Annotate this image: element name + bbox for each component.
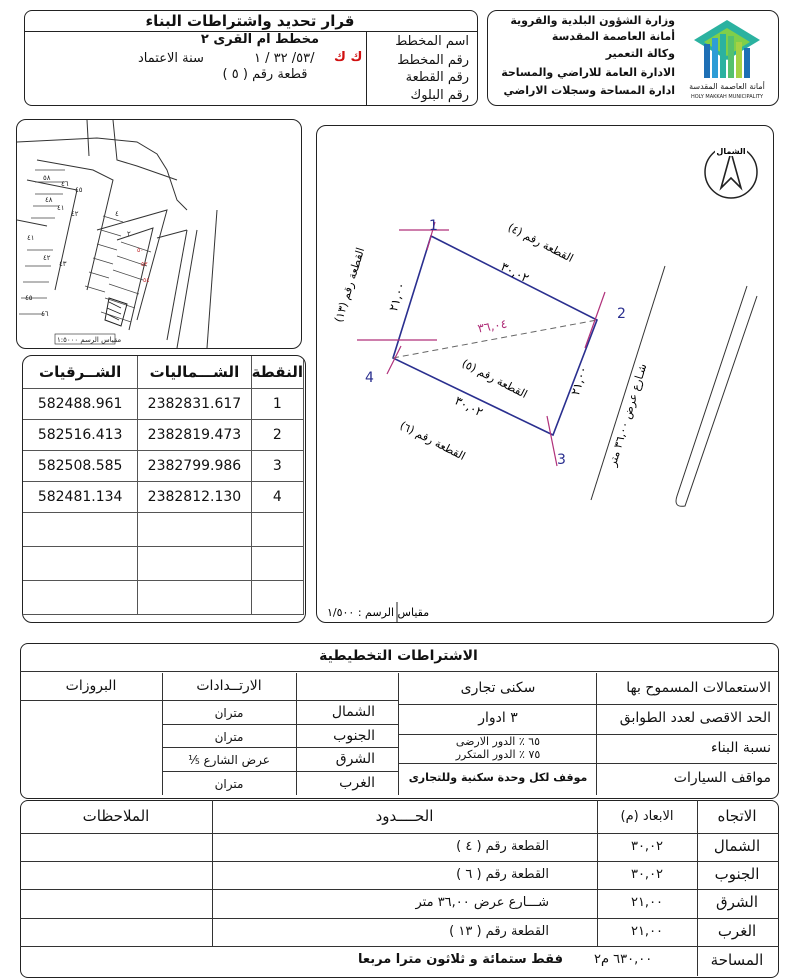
table-row: [23, 420, 304, 451]
col-line: [697, 800, 698, 976]
svg-text:٥٤: ٥٤: [143, 277, 150, 284]
north-value: 2382799.986: [138, 451, 251, 482]
svg-text:٤: ٤: [115, 210, 119, 218]
org-line-3: وكالة التعمير: [605, 47, 675, 60]
parcel-outline: [393, 236, 597, 435]
street-label: شـارع عرض ٣٦,٠٠ متر: [605, 362, 650, 468]
north-value: 2382831.617: [138, 389, 251, 420]
dim-len-north: ٣٠,٠٢: [630, 839, 664, 854]
left-length: ٢١,٠٠: [386, 280, 409, 314]
key-map-box: [16, 119, 302, 349]
block-number-label: رقم البلوك: [410, 88, 469, 103]
row-line: [398, 704, 777, 705]
conditions-title: الاشتراطات التخطيطية: [319, 648, 478, 664]
east-value: 582481.134: [23, 482, 138, 513]
dim-header-direction: الاتجاه: [717, 807, 757, 825]
svg-text:٤٢: ٤٢: [43, 254, 51, 262]
dim-len-east: ٢١,٠٠: [630, 895, 664, 910]
dim-dir-north: الشمال: [713, 837, 761, 855]
dim-header-bounds: الحــــدود: [375, 807, 434, 825]
point-label-3: 3: [557, 452, 566, 468]
row-line: [20, 918, 779, 919]
row-line: [20, 889, 779, 890]
point-label-4: 4: [365, 370, 374, 386]
north-value: 2382819.473: [138, 420, 251, 451]
row-line: [162, 747, 398, 748]
plan-number-label: رقم المخطط: [397, 53, 469, 68]
svg-text:٤٣: ٤٣: [59, 260, 67, 268]
row-line: [20, 861, 779, 862]
plan-number-value: ٥٣/ ٣٢ / ١/: [254, 51, 315, 66]
dim-header-length: الابعاد (م): [620, 809, 674, 824]
dim-bound-south: القطعة رقم ( ٦ ): [456, 867, 549, 882]
coordinates-table-box: [22, 355, 306, 623]
setback-value-north: متران: [214, 706, 244, 720]
page-title: قرار تحديد واشتراطات البناء: [145, 12, 355, 30]
bottom-length: ٣٠,٠٢: [452, 393, 486, 420]
col-line: [596, 673, 597, 795]
east-value: 582516.413: [23, 420, 138, 451]
east-value: 582508.585: [23, 451, 138, 482]
setback-value-south: متران: [214, 730, 244, 744]
plan-name-value: مخطط ام القرى ٢: [200, 32, 320, 47]
north-value: 2382812.130: [138, 482, 251, 513]
table-row: [23, 389, 304, 420]
svg-text:٥٨: ٥٨: [43, 174, 51, 182]
row-line: [20, 833, 779, 834]
svg-text:٥٠: ٥٠: [137, 247, 144, 254]
row-line: [20, 700, 398, 701]
dim-len-south: ٣٠,٠٢: [630, 867, 664, 882]
table-row: [23, 482, 304, 513]
east-value: 582488.961: [23, 389, 138, 420]
area-label: المساحة: [710, 951, 764, 969]
dim-bound-north: القطعة رقم ( ٤ ): [456, 839, 549, 854]
org-line-4: الادارة العامة للاراضي والمساحة: [501, 66, 675, 79]
setback-dir-north: الشمال: [331, 704, 375, 720]
table-row: [23, 547, 304, 581]
dim-len-west: ٢١,٠٠: [630, 924, 664, 939]
key-map-scale: مقياس الرسم ١:٥٠٠٠: [57, 336, 122, 344]
point-label-2: 2: [617, 306, 626, 322]
setbacks-header: الارتــدادات: [196, 678, 262, 694]
floors-value: ٣ ادوار: [478, 710, 518, 726]
org-line-1: وزارة الشؤون البلدية والقروية: [510, 14, 675, 27]
row-line: [398, 763, 777, 764]
plan-number-prefix: ك ك: [334, 50, 363, 65]
parcel-number-value: قطعة رقم ( ٥ ): [222, 67, 308, 82]
point-label-1: 1: [429, 218, 438, 234]
row-line: [20, 946, 779, 947]
table-row: [23, 451, 304, 482]
parcel-number-label: رقم القطعة: [405, 70, 469, 85]
uses-value: سكنى تجارى: [460, 680, 536, 696]
col-header-east: الشــرقيات: [23, 356, 138, 389]
setback-dir-south: الجنوب: [333, 728, 375, 744]
dim-dir-south: الجنوب: [714, 865, 760, 883]
setback-dir-west: الغرب: [339, 775, 375, 791]
setback-value-east: ⅕ عرض الشارع: [188, 753, 270, 767]
area-value: ٦٣٠,٠٠ م٢: [594, 952, 653, 967]
svg-text:٢: ٢: [127, 230, 131, 238]
svg-text:٤٥: ٤٥: [25, 294, 33, 302]
plan-name-label: اسم المخطط: [395, 34, 469, 49]
svg-text:٤١: ٤١: [27, 234, 35, 242]
org-line-5: ادارة المساحة وسجلات الاراضي: [503, 84, 675, 97]
table-row: [23, 513, 304, 547]
site-plan-box: [316, 125, 774, 623]
svg-text:٤٢: ٤٢: [71, 210, 79, 218]
top-length: ٣٠,٠٢: [498, 259, 532, 286]
west-parcel-label: القطعة رقم (١٣): [332, 246, 368, 324]
dim-dir-east: الشرق: [715, 893, 759, 911]
dim-header-notes: الملاحظات: [82, 807, 150, 825]
svg-text:٤٦: ٤٦: [41, 310, 49, 318]
floors-label: الحد الاقصى لعدد الطوابق: [619, 710, 771, 726]
dim-dir-west: الغرب: [717, 922, 757, 940]
svg-text:٤٥: ٤٥: [75, 186, 83, 194]
point-number: 2: [251, 420, 303, 451]
col-line: [296, 673, 297, 795]
diagonal-length: ٣٦,٠٤: [476, 316, 509, 336]
setback-value-west: متران: [214, 777, 244, 791]
coordinates-table: [22, 355, 304, 615]
south-parcel-label: القطعة رقم (٦): [397, 418, 468, 463]
col-header-point: النقطة: [251, 356, 303, 389]
row-line: [162, 771, 398, 772]
point-number: 4: [251, 482, 303, 513]
center-parcel-label: القطعة رقم (٥): [459, 356, 530, 401]
uses-label: الاستعمالات المسموح بها: [626, 680, 771, 696]
plan-scale-label: مقياس الرسم : ١/٥٠٠: [327, 606, 430, 619]
org-line-2: أمانة العاصمة المقدسة: [551, 30, 675, 43]
conditions-divider: [20, 671, 779, 672]
ratio-label: نسبة البناء: [710, 740, 771, 756]
col-header-north: الشـــماليات: [138, 356, 251, 389]
svg-text:٤٦: ٤٦: [61, 180, 69, 188]
ratio-line-1: ٦٥ ٪ الدور الارضى: [455, 735, 541, 748]
point-number: 1: [251, 389, 303, 420]
point-number: 3: [251, 451, 303, 482]
svg-text:٥٣: ٥٣: [141, 261, 148, 268]
approval-year-label: سنة الاعتماد: [138, 51, 204, 66]
north-arrow-icon: [705, 144, 757, 198]
ratio-line-2: ٧٥ ٪ الدور المتكرر: [455, 748, 541, 761]
svg-text:٤١: ٤١: [57, 204, 65, 212]
svg-text:٤٨: ٤٨: [45, 196, 53, 204]
right-length: ٢١,٠٠: [568, 364, 591, 398]
parking-value: موقف لكل وحدة سكنية وللتجارى: [408, 771, 588, 784]
north-label: الشمال: [716, 147, 746, 156]
municipality-logo: [680, 14, 774, 100]
parking-label: مواقف السيارات: [673, 770, 771, 786]
area-text: فقط ستمائة و ثلاثون مترا مربعا: [358, 952, 563, 967]
logo-text-en: HOLY MAKKAH MUNICIPALITY: [690, 94, 764, 100]
row-line: [162, 724, 398, 725]
logo-text-ar: أمانة العاصمة المقدسة: [689, 82, 765, 91]
header-col-divider: [366, 31, 367, 105]
dim-bound-west: القطعة رقم ( ١٣ ): [449, 924, 549, 939]
table-row: [23, 581, 304, 615]
setback-dir-east: الشرق: [335, 751, 375, 767]
north-parcel-label: القطعة رقم (٤): [505, 220, 576, 265]
dim-bound-east: شـــارع عرض ٣٦,٠٠ متر: [415, 895, 549, 910]
projections-header: البروزات: [65, 678, 117, 694]
